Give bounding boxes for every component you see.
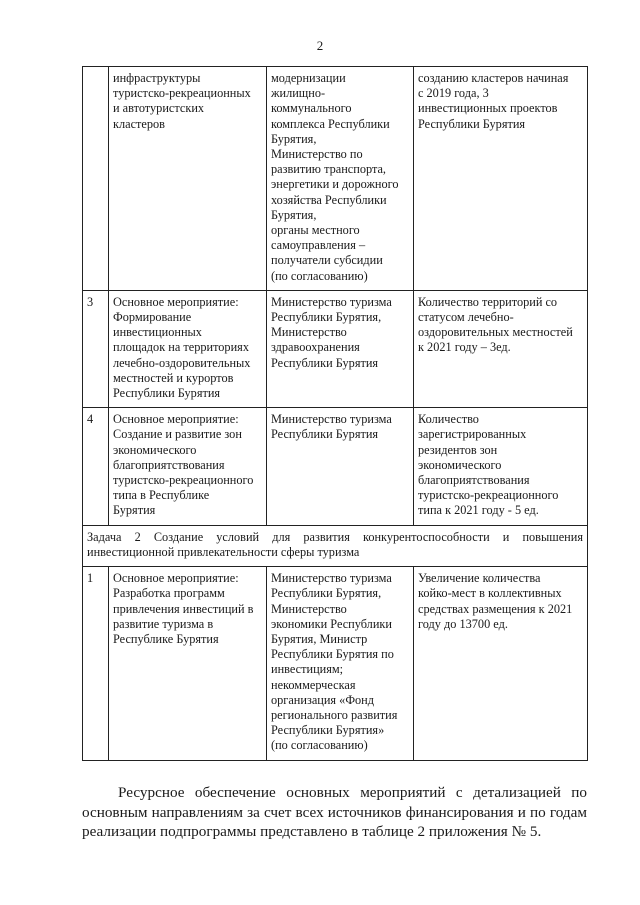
page-number: 2: [316, 38, 324, 53]
task-row: [83, 525, 588, 566]
row-number: [83, 67, 109, 291]
row-number: 1: [83, 567, 109, 760]
table-row: [83, 67, 588, 291]
closing-paragraph: Ресурсное обеспечение основных мероприятий с детализацией по основным направлениям за счет всех источников финансирования и по годам реализации подпрограммы представлено в таблице 2 приложения № 5.: [82, 784, 587, 841]
executors-cell: модернизации жилищно- коммунального комплекса Республики Бурятия, Министерство по развитию транспорта, энергетики и дорожного хозяйства Республики Бурятия, органы местного самоуправления – получатели субсидии (по согласованию): [267, 67, 414, 291]
measures-table: [82, 66, 588, 761]
result-cell: Увеличение количества койко-мест в коллективных средствах размещения к 2021 году до 13700 ед.: [414, 567, 588, 760]
table-row: [83, 290, 588, 407]
event-cell: Основное мероприятие: Формирование инвестиционных площадок на территориях лечебно-оздоровительных местностей и курортов Республики Бурятия: [109, 290, 267, 407]
result-cell: Количество зарегистрированных резидентов зон экономического благоприятствования туристско-рекреационного типа к 2021 году - 5 ед.: [414, 408, 588, 525]
table-row: [83, 408, 588, 525]
executors-cell: Министерство туризма Республики Бурятия, Министерство экономики Республики Бурятия, Министр Республики Бурятия по инвестициям; некоммерческая организация «Фонд регионального развития Республики Бурятия» (по согласованию): [267, 567, 414, 760]
executors-cell: Министерство туризма Республики Бурятия: [267, 408, 414, 525]
result-cell: Количество территорий со статусом лечебно- оздоровительных местностей к 2021 году – 3ед.: [414, 290, 588, 407]
event-cell: Основное мероприятие: Создание и развитие зон экономического благоприятствования туристско-рекреационного типа в Республике Бурятия: [109, 408, 267, 525]
result-cell: созданию кластеров начиная с 2019 года, 3 инвестиционных проектов Республики Бурятия: [414, 67, 588, 291]
row-number: 3: [83, 290, 109, 407]
task-heading: Задача 2 Создание условий для развития конкурентоспособности и повышения инвестиционной привлекательности сферы туризма: [83, 525, 588, 566]
executors-cell: Министерство туризма Республики Бурятия, Министерство здравоохранения Республики Бурятия: [267, 290, 414, 407]
row-number: 4: [83, 408, 109, 525]
event-cell: инфраструктуры туристско-рекреационных и автотуристских кластеров: [109, 67, 267, 291]
table-row: [83, 567, 588, 760]
event-cell: Основное мероприятие: Разработка программ привлечения инвестиций в развитие туризма в Республике Бурятия: [109, 567, 267, 760]
